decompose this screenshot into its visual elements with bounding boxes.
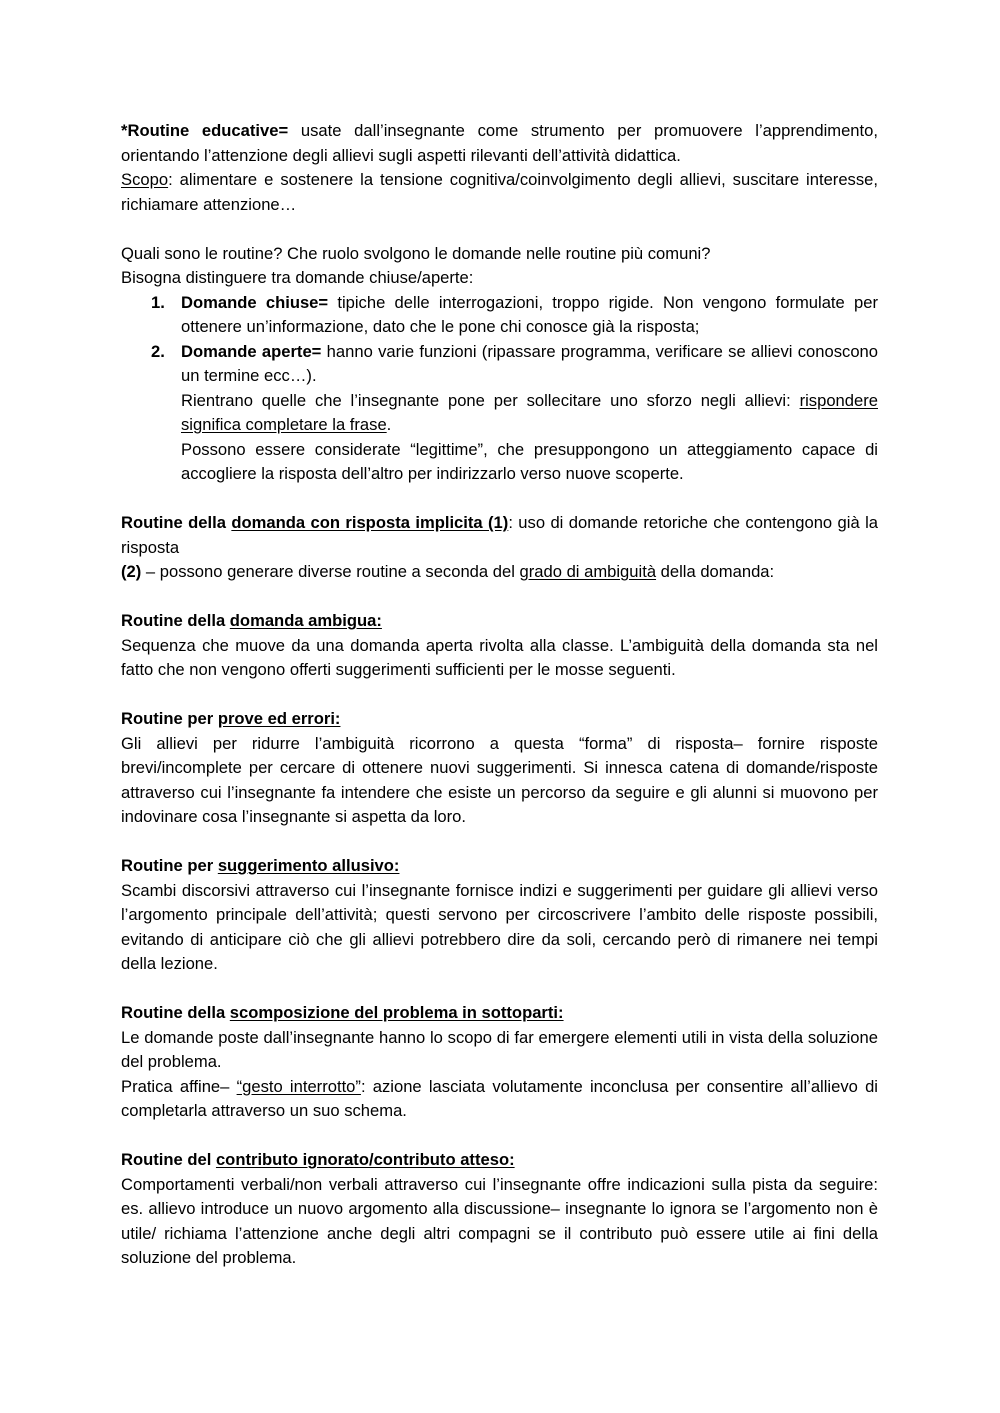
questions-line-2: Bisogna distinguere tra domande chiuse/aperte:	[121, 268, 474, 287]
section-body: Scambi discorsivi attraverso cui l’insegnante fornisce indizi e suggerimenti per guidare gli allievi verso l’argomento principale dell’attività; questi servono per circoscrivere l’ambito delle risposte possibili, evitando di anticipare ciò che gli allievi potrebbero dire da soli, cercando però di rimanere nei tempi della lezione.	[121, 880, 878, 973]
implicit-paragraph: Routine della domanda con risposta implicita (1): uso di domande retoriche che contengono già la risposta	[121, 513, 878, 557]
question-types-list	[121, 291, 878, 487]
section-body: Comportamenti verbali/non verbali attraverso cui l’insegnante offre indicazioni sulla pista da seguire: es. allievo introduce un nuovo argomento alla discussione– insegnante lo ignora se l’argomento non è utile/ richiama l’attenzione anche degli altri compagni se il contributo può essere utile ai fini della soluzione del problema.	[121, 1174, 878, 1267]
list-item	[121, 291, 878, 340]
section-body: Sequenza che muove da una domanda aperta rivolta alla classe. L’ambiguità della domanda sta nel fatto che non vengono offerti suggerimenti sufficienti per le mosse seguenti.	[121, 635, 878, 679]
list-item-number: 1.	[151, 292, 165, 312]
implicit-line-2: (2) – possono generare diverse routine a seconda del grado di ambiguità della domanda:	[121, 562, 775, 581]
questions-line-1: Quali sono le routine? Che ruolo svolgono le domande nelle routine più comuni?	[121, 243, 711, 263]
underlined-phrase: “gesto interrotto”	[236, 1076, 361, 1096]
scope-paragraph	[121, 168, 878, 217]
scope-text: : alimentare e sostenere la tensione cognitiva/coinvolgimento degli allievi, suscitare interesse, richiamare attenzione…	[121, 170, 878, 214]
spacer	[121, 585, 878, 610]
section-heading: Routine del contributo ignorato/contributo atteso:	[121, 1150, 515, 1169]
spacer	[121, 977, 878, 1002]
section-extra: Pratica affine– “gesto interrotto”: azione lasciata volutamente inconclusa per consentire all’allievo di completarla attraverso un suo schema.	[121, 1076, 878, 1120]
list-item-paragraph: Possono essere considerate “legittime”, che presuppongono un atteggiamento capace di accogliere la risposta dell’altro per indirizzarlo verso nuove scoperte.	[181, 439, 878, 483]
section-body: Gli allievi per ridurre l’ambiguità ricorrono a questa “forma” di risposta– fornire risposte brevi/incomplete per cercare di ottenere nuovi suggerimenti. Si innesca catena di domande/risposte attraverso cui l’insegnante fa intendere che esiste un percorso da seguire e gli alunni si muovono per indovinare cosa l’insegnante si aspetta da loro.	[121, 733, 878, 826]
spacer	[121, 683, 878, 708]
intro-definition: usate dall’insegnante come strumento per promuovere l’apprendimento, orientando l’attenzione degli allievi sugli aspetti rilevanti dell’attività didattica.	[121, 121, 878, 165]
spacer	[121, 830, 878, 855]
list-item	[121, 340, 878, 487]
underlined-phrase: rispondere significa completare la frase	[181, 390, 878, 434]
list-item-text: Domande aperte= hanno varie funzioni (ripassare programma, verificare se allievi conoscono un termine ecc…).	[181, 341, 879, 385]
section-heading: Routine per suggerimento allusivo:	[121, 856, 400, 875]
list-item-text: Domande chiuse= tipiche delle interrogazioni, troppo rigide. Non vengono formulate per ottenere un’informazione, dato che le pone chi conosce già la risposta;	[181, 292, 878, 336]
spacer	[121, 217, 878, 242]
list-item-paragraph: Rientrano quelle che l’insegnante pone per sollecitare uno sforzo negli allievi: rispondere significa completare la frase.	[181, 390, 878, 434]
underlined-phrase: grado di ambiguità	[519, 562, 657, 581]
list-item-term: Domande aperte=	[181, 341, 322, 361]
list-item-term: Domande chiuse=	[181, 292, 329, 312]
section-heading: Routine della domanda ambigua:	[121, 611, 382, 630]
section-heading: Routine della scomposizione del problema in sottoparti:	[121, 1003, 564, 1022]
intro-term: *Routine educative=	[121, 121, 289, 140]
spacer	[121, 1124, 878, 1149]
spacer	[121, 487, 878, 512]
list-item-number: 2.	[151, 341, 165, 361]
scope-label: Scopo	[121, 170, 169, 189]
document-page	[121, 119, 878, 1271]
section-body: Le domande poste dall’insegnante hanno lo scopo di far emergere elementi utili in vista della soluzione del problema.	[121, 1027, 878, 1071]
section-heading: Routine per prove ed errori:	[121, 709, 341, 728]
intro-paragraph	[121, 119, 878, 168]
section-heading-underlined: domanda con risposta implicita (1)	[231, 513, 509, 532]
